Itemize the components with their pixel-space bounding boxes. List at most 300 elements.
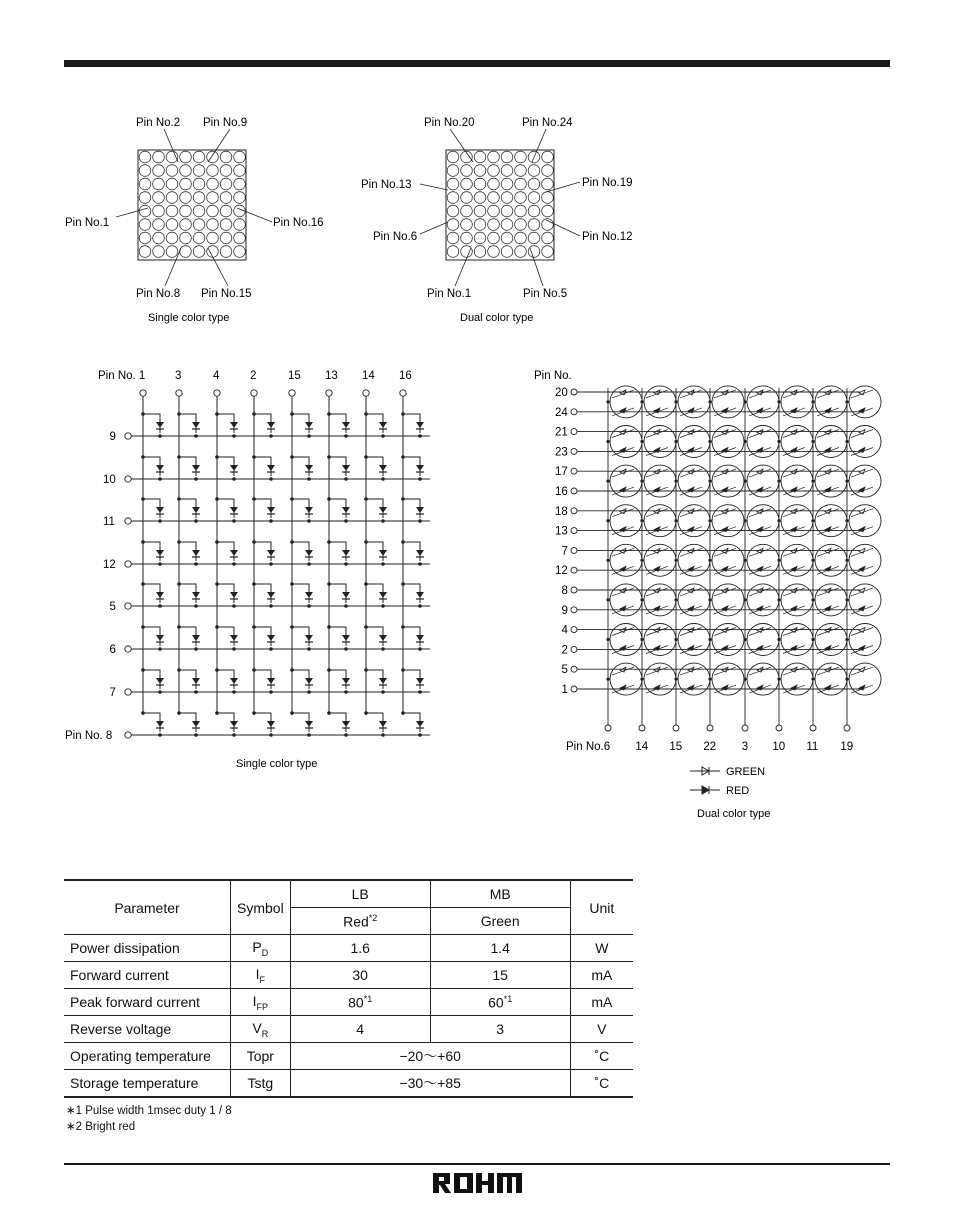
led-dot bbox=[220, 192, 232, 204]
col-pin-label: 22 bbox=[703, 741, 717, 753]
led-dot bbox=[488, 205, 500, 217]
junction bbox=[845, 598, 848, 601]
table-row bbox=[64, 989, 633, 1016]
diode-symbol bbox=[342, 422, 350, 428]
pin-terminal bbox=[363, 390, 369, 396]
led-dot bbox=[542, 232, 554, 244]
symbol-cell: Topr bbox=[231, 1043, 291, 1070]
row-pin-label: 12 bbox=[555, 565, 568, 578]
param-cell: Operating temperature bbox=[64, 1043, 231, 1070]
diode-symbol bbox=[305, 721, 313, 727]
single-color-circuit bbox=[60, 360, 460, 780]
junction bbox=[232, 690, 236, 694]
pinout-caption: Dual color type bbox=[460, 312, 534, 324]
diode-symbol bbox=[267, 721, 275, 727]
col-pin-label: 15 bbox=[669, 741, 683, 753]
diode-symbol bbox=[305, 635, 313, 641]
pin-label: Pin No.1 bbox=[65, 217, 110, 229]
led-dot bbox=[501, 219, 513, 231]
diode-symbol bbox=[305, 678, 313, 684]
led-dot bbox=[501, 192, 513, 204]
led-dot bbox=[515, 232, 527, 244]
pin-label: Pin No.13 bbox=[361, 179, 412, 191]
led-dot bbox=[528, 192, 540, 204]
diode-symbol bbox=[416, 550, 424, 556]
diode-symbol bbox=[156, 721, 164, 727]
junction bbox=[158, 604, 162, 608]
pin-terminal bbox=[125, 518, 131, 524]
absolute-max-ratings-table bbox=[64, 879, 633, 1098]
pin-terminal bbox=[140, 390, 146, 396]
junction bbox=[743, 559, 746, 562]
junction bbox=[344, 733, 348, 737]
junction bbox=[232, 519, 236, 523]
symbol-sub: R bbox=[261, 1028, 269, 1039]
pin-terminal bbox=[810, 725, 816, 731]
range-cell: −20〜+60 bbox=[290, 1043, 570, 1070]
junction bbox=[606, 598, 609, 601]
junction bbox=[606, 559, 609, 562]
diode-symbol bbox=[305, 507, 313, 513]
pin-terminal bbox=[673, 725, 679, 731]
diode-symbol bbox=[342, 507, 350, 513]
pin-terminal bbox=[214, 390, 220, 396]
junction bbox=[194, 690, 198, 694]
junction bbox=[158, 562, 162, 566]
junction bbox=[708, 678, 711, 681]
pin-terminal bbox=[571, 468, 577, 474]
led-dot bbox=[461, 192, 473, 204]
pin-label: Pin No.15 bbox=[201, 288, 252, 300]
symbol-sub: F bbox=[259, 974, 266, 985]
diode-symbol bbox=[192, 507, 200, 513]
led-dot bbox=[461, 165, 473, 177]
header-green: Green bbox=[430, 908, 570, 935]
led-dot bbox=[166, 178, 178, 190]
pin-terminal bbox=[571, 587, 577, 593]
symbol-cell bbox=[231, 962, 291, 989]
diode-symbol bbox=[342, 465, 350, 471]
junction bbox=[344, 604, 348, 608]
row-pin-label: 7 bbox=[109, 687, 116, 699]
junction bbox=[381, 690, 385, 694]
led-dot bbox=[166, 232, 178, 244]
led-dot bbox=[447, 151, 459, 163]
led-dot bbox=[515, 219, 527, 231]
led-dot bbox=[153, 246, 165, 258]
junction bbox=[158, 519, 162, 523]
junction bbox=[674, 638, 677, 641]
led-dot bbox=[153, 151, 165, 163]
pin-terminal bbox=[571, 508, 577, 514]
row-pin-label: 5 bbox=[561, 664, 568, 677]
led-dot bbox=[515, 246, 527, 258]
junction bbox=[381, 647, 385, 651]
header-rule bbox=[64, 60, 890, 67]
diode-symbol bbox=[267, 465, 275, 471]
led-dot bbox=[447, 165, 459, 177]
junction bbox=[344, 690, 348, 694]
junction bbox=[307, 604, 311, 608]
junction bbox=[418, 647, 422, 651]
table-row bbox=[64, 935, 633, 962]
junction bbox=[381, 477, 385, 481]
led-dot bbox=[139, 165, 151, 177]
row-pin-label: 20 bbox=[555, 387, 568, 399]
junction bbox=[743, 480, 746, 483]
diode-symbol bbox=[267, 592, 275, 598]
junction bbox=[674, 440, 677, 443]
row-pin-label: 12 bbox=[103, 559, 116, 571]
diode-symbol bbox=[379, 550, 387, 556]
header-unit: Unit bbox=[570, 880, 633, 935]
pin-terminal bbox=[176, 390, 182, 396]
param-cell: Storage temperature bbox=[64, 1070, 231, 1098]
pin-terminal bbox=[742, 725, 748, 731]
junction bbox=[674, 559, 677, 562]
pin-terminal bbox=[571, 409, 577, 415]
junction bbox=[269, 434, 273, 438]
led-dot bbox=[193, 232, 205, 244]
diode-symbol bbox=[230, 422, 238, 428]
table-row bbox=[64, 962, 633, 989]
diode-symbol bbox=[156, 635, 164, 641]
table-header-row bbox=[64, 880, 633, 908]
led-dot bbox=[180, 246, 192, 258]
junction bbox=[307, 647, 311, 651]
led-dot bbox=[180, 192, 192, 204]
led-dot bbox=[153, 232, 165, 244]
diode-symbol bbox=[156, 550, 164, 556]
symbol-cell bbox=[231, 1016, 291, 1043]
col-pin-label: 3 bbox=[175, 370, 182, 382]
led-dot bbox=[139, 178, 151, 190]
diode-symbol bbox=[267, 507, 275, 513]
footnote: ∗1 Pulse width 1msec duty 1 / 8 bbox=[66, 1105, 232, 1117]
diode-symbol bbox=[379, 678, 387, 684]
led-dot bbox=[166, 219, 178, 231]
diode-symbol bbox=[416, 592, 424, 598]
led-dot bbox=[474, 151, 486, 163]
symbol-text: I bbox=[255, 965, 260, 982]
pin-terminal bbox=[776, 725, 782, 731]
junction bbox=[674, 678, 677, 681]
pinout-caption: Single color type bbox=[148, 312, 230, 324]
led-dot bbox=[501, 151, 513, 163]
junction bbox=[777, 638, 780, 641]
led-dot bbox=[234, 246, 246, 258]
led-dot bbox=[234, 219, 246, 231]
led-dot bbox=[139, 192, 151, 204]
junction bbox=[606, 519, 609, 522]
diode-symbol bbox=[192, 422, 200, 428]
mb-cell: 3 bbox=[430, 1016, 570, 1043]
pin-terminal bbox=[571, 607, 577, 613]
led-dot bbox=[220, 246, 232, 258]
header-lb: LB bbox=[290, 880, 430, 908]
diode-symbol bbox=[416, 721, 424, 727]
led-dot bbox=[234, 178, 246, 190]
led-dot bbox=[515, 205, 527, 217]
row-pin-label: 13 bbox=[555, 525, 568, 538]
pin-terminal bbox=[605, 725, 611, 731]
junction bbox=[418, 562, 422, 566]
junction bbox=[232, 647, 236, 651]
led-dot bbox=[488, 178, 500, 190]
led-dot bbox=[447, 178, 459, 190]
pin-label: Pin No.8 bbox=[136, 288, 181, 300]
pin-terminal bbox=[571, 686, 577, 692]
col-pin-label: 16 bbox=[399, 370, 412, 382]
col-pin-label: 19 bbox=[840, 741, 854, 753]
junction bbox=[158, 733, 162, 737]
led-dot bbox=[234, 192, 246, 204]
led-dot bbox=[207, 246, 219, 258]
pin-terminal bbox=[571, 488, 577, 494]
junction bbox=[777, 440, 780, 443]
mb-value: 60 bbox=[488, 994, 504, 1011]
junction bbox=[743, 678, 746, 681]
led-dot bbox=[447, 246, 459, 258]
row-pin-label: 4 bbox=[561, 624, 568, 637]
led-dot bbox=[488, 165, 500, 177]
legend-label: RED bbox=[726, 785, 750, 797]
pin-terminal bbox=[125, 603, 131, 609]
param-cell: Power dissipation bbox=[64, 935, 231, 962]
diode-symbol bbox=[416, 422, 424, 428]
diode-symbol bbox=[342, 721, 350, 727]
led-dot bbox=[234, 232, 246, 244]
legend-red bbox=[690, 785, 749, 797]
led-dot bbox=[180, 178, 192, 190]
junction bbox=[640, 559, 643, 562]
pin-terminal bbox=[125, 689, 131, 695]
led-dot bbox=[515, 192, 527, 204]
diode-symbol bbox=[379, 721, 387, 727]
pin-terminal bbox=[571, 389, 577, 395]
col-pin-label: 2 bbox=[250, 370, 257, 382]
pin-label: Pin No.2 bbox=[136, 117, 181, 129]
footnote-ref: *2 bbox=[368, 912, 378, 923]
led-dot bbox=[220, 178, 232, 190]
col-pin-label: 11 bbox=[806, 741, 819, 753]
diode-symbol bbox=[379, 422, 387, 428]
junction bbox=[708, 400, 711, 403]
junction bbox=[811, 638, 814, 641]
range-cell: −30〜+85 bbox=[290, 1070, 570, 1098]
diode-symbol bbox=[416, 465, 424, 471]
junction bbox=[418, 519, 422, 523]
unit-cell: V bbox=[570, 1016, 633, 1043]
led-dot bbox=[166, 205, 178, 217]
diode-symbol bbox=[230, 507, 238, 513]
led-dot bbox=[193, 192, 205, 204]
row-pin-label: 1 bbox=[561, 684, 568, 696]
symbol-text: I bbox=[252, 992, 257, 1009]
diode-symbol bbox=[192, 592, 200, 598]
diode-symbol bbox=[379, 592, 387, 598]
junction bbox=[344, 477, 348, 481]
junction bbox=[194, 733, 198, 737]
junction bbox=[269, 690, 273, 694]
col-pin-label: 4 bbox=[213, 370, 220, 382]
pin-label: Pin No.6 bbox=[373, 231, 418, 243]
led-dot bbox=[501, 165, 513, 177]
led-dot bbox=[528, 219, 540, 231]
junction bbox=[777, 678, 780, 681]
junction bbox=[845, 678, 848, 681]
row-pin-label: 8 bbox=[561, 585, 568, 597]
led-dot bbox=[474, 165, 486, 177]
symbol-cell: Tstg bbox=[231, 1070, 291, 1098]
junction bbox=[708, 559, 711, 562]
lb-cell: 4 bbox=[290, 1016, 430, 1043]
led-dot bbox=[166, 192, 178, 204]
diode-symbol bbox=[416, 507, 424, 513]
diode-symbol bbox=[230, 550, 238, 556]
dual-pinout-diagram bbox=[360, 110, 660, 330]
junction bbox=[158, 477, 162, 481]
led-dot bbox=[139, 219, 151, 231]
diode-symbol bbox=[267, 635, 275, 641]
junction bbox=[640, 519, 643, 522]
junction bbox=[344, 647, 348, 651]
pin-terminal bbox=[571, 567, 577, 573]
junction bbox=[743, 598, 746, 601]
junction bbox=[640, 480, 643, 483]
table-row bbox=[64, 1043, 633, 1070]
led-dot bbox=[153, 219, 165, 231]
pin-terminal bbox=[125, 646, 131, 652]
symbol-cell bbox=[231, 935, 291, 962]
led-dot bbox=[447, 192, 459, 204]
junction bbox=[307, 562, 311, 566]
unit-cell: ˚C bbox=[570, 1070, 633, 1098]
junction bbox=[811, 559, 814, 562]
junction bbox=[674, 480, 677, 483]
led-dot bbox=[139, 232, 151, 244]
pin-label: Pin No.16 bbox=[273, 217, 324, 229]
junction bbox=[777, 519, 780, 522]
diode-symbol bbox=[305, 592, 313, 598]
led-dot bbox=[542, 246, 554, 258]
diode-symbol bbox=[230, 721, 238, 727]
mb-cell: 1.4 bbox=[430, 935, 570, 962]
led-dot bbox=[220, 165, 232, 177]
diode-symbol bbox=[379, 507, 387, 513]
junction bbox=[606, 400, 609, 403]
led-dot bbox=[180, 219, 192, 231]
junction bbox=[811, 440, 814, 443]
diode-symbol bbox=[230, 635, 238, 641]
pin-label: Pin No.9 bbox=[203, 117, 248, 129]
symbol-text: P bbox=[252, 938, 262, 955]
diode-symbol bbox=[156, 678, 164, 684]
diode-symbol bbox=[267, 678, 275, 684]
junction bbox=[158, 690, 162, 694]
junction bbox=[845, 519, 848, 522]
table-row bbox=[64, 1016, 633, 1043]
junction bbox=[777, 400, 780, 403]
junction bbox=[674, 519, 677, 522]
pin-terminal bbox=[125, 476, 131, 482]
junction bbox=[269, 477, 273, 481]
footnotes bbox=[66, 1103, 232, 1135]
pin-label: Pin No.12 bbox=[582, 231, 633, 243]
circuit-caption: Single color type bbox=[236, 758, 318, 770]
row-pin-label: 7 bbox=[561, 545, 568, 558]
pin-label: Pin No.20 bbox=[424, 117, 475, 129]
led-dot bbox=[461, 232, 473, 244]
pin-terminal bbox=[571, 627, 577, 633]
unit-cell: mA bbox=[570, 989, 633, 1016]
led-dot bbox=[207, 232, 219, 244]
led-dot bbox=[139, 246, 151, 258]
diode-symbol bbox=[379, 465, 387, 471]
junction bbox=[269, 647, 273, 651]
diode-symbol bbox=[342, 592, 350, 598]
led-dot bbox=[488, 151, 500, 163]
junction bbox=[674, 400, 677, 403]
junction bbox=[743, 440, 746, 443]
pin-terminal bbox=[571, 448, 577, 454]
led-dot bbox=[193, 165, 205, 177]
diode-symbol bbox=[305, 465, 313, 471]
junction bbox=[743, 400, 746, 403]
junction bbox=[194, 434, 198, 438]
led-dot bbox=[528, 178, 540, 190]
led-dot bbox=[234, 165, 246, 177]
led-dot bbox=[153, 205, 165, 217]
led-dot bbox=[180, 232, 192, 244]
pin-terminal bbox=[400, 390, 406, 396]
led-dot bbox=[542, 178, 554, 190]
led-dot bbox=[180, 151, 192, 163]
col-pin-label: 3 bbox=[741, 741, 749, 753]
led-dot bbox=[220, 205, 232, 217]
header-red bbox=[290, 908, 430, 935]
diode-symbol bbox=[305, 422, 313, 428]
diode-symbol bbox=[416, 678, 424, 684]
row-pin-last: Pin No. 8 bbox=[65, 730, 113, 742]
led-dot bbox=[515, 165, 527, 177]
led-dot bbox=[501, 178, 513, 190]
unit-cell: ˚C bbox=[570, 1043, 633, 1070]
junction bbox=[307, 733, 311, 737]
junction bbox=[777, 480, 780, 483]
junction bbox=[307, 519, 311, 523]
led-dot bbox=[166, 246, 178, 258]
symbol-text: V bbox=[252, 1019, 262, 1036]
junction bbox=[845, 400, 848, 403]
led-dot bbox=[528, 205, 540, 217]
junction bbox=[708, 638, 711, 641]
junction bbox=[708, 598, 711, 601]
diode-symbol bbox=[192, 550, 200, 556]
junction bbox=[232, 604, 236, 608]
junction bbox=[194, 519, 198, 523]
junction bbox=[811, 678, 814, 681]
pin-terminal bbox=[707, 725, 713, 731]
footnote: ∗2 Bright red bbox=[66, 1121, 136, 1133]
junction bbox=[381, 733, 385, 737]
led-dot bbox=[180, 205, 192, 217]
pin-terminal bbox=[326, 390, 332, 396]
junction bbox=[606, 678, 609, 681]
row-pin-label: 6 bbox=[109, 644, 116, 656]
junction bbox=[845, 440, 848, 443]
header-parameter: Parameter bbox=[64, 880, 231, 935]
